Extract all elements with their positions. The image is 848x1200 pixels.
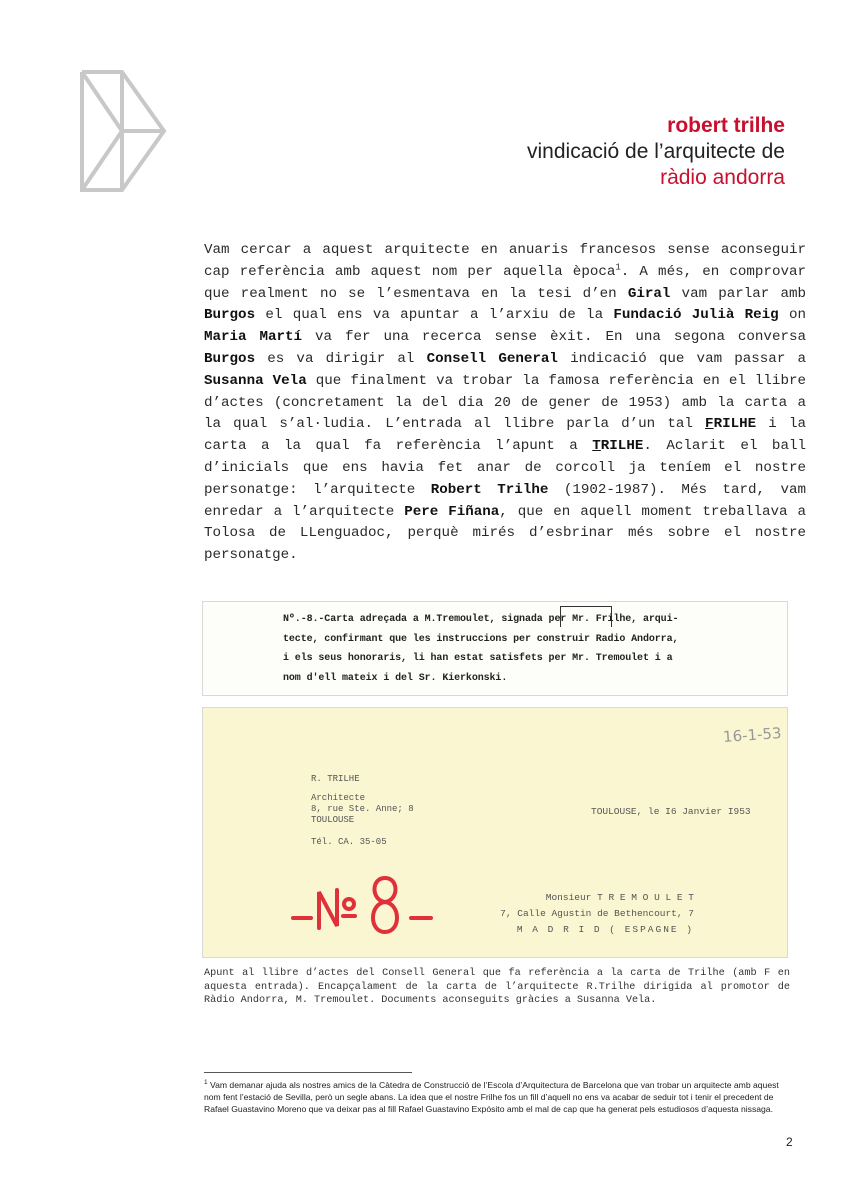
recipient-block: Monsieur T R E M O U L E T 7, Calle Agustin de Bethencourt, 7 M A D R I D ( ESPAGNE ) xyxy=(500,892,694,935)
page-header xyxy=(527,113,785,191)
footnote xyxy=(204,1079,796,1116)
page-number: 2 xyxy=(786,1135,793,1149)
publisher-logo xyxy=(78,68,168,194)
sender-block: R. TRILHE Architecte 8, rue Ste. Anne; 8 TOULOUSE Tél. CA. 35-05 xyxy=(311,774,414,847)
footnote-text: Vam demanar ajuda als nostres amics de la Càtedra de Construcció de l’Escola d’Arquitectura de Barcelona que van trobar un arquitecte amb aquest nom fent l’estació de Sevilla, però un segle abans. La idea que el nostre Frilhe fos un fill d’aquell no ens va acabar de seduir tot i tenir el precedent de Rafael Guastavino Moreno que va deixar pas al fill Rafael Guastavino Expósito amb el mal de cap que ha generat pels estudiosos d’aquesta nissaga. xyxy=(204,1080,779,1115)
body-paragraph: Vam cercar a aquest arquitecte en anuaris francesos sense aconseguir cap referència amb aquest nom per aquella època$^1$. A més, en comprovar que realment no se l’esmentava en la tesi d’en Giral vam parlar amb Burgos el qual ens va apuntar a l’arxiu de la Fundació Julià Reig on Maria Martí va fer una recerca sense èxit. En una segona conversa Burgos es va dirigir al Consell General indicació que vam passar a Susanna Vela que finalment va trobar la famosa referència en el llibre d’actes (concretament la del dia 20 de gener de 1953) amb la carta a la qual s’al·ludia. L’entrada al llibre parla d’un tal FRILHE i la carta a la qual fa referència l’apunt a TRILHE. Aclarit el ball d’inicials que ens havia fet anar de corcoll ja teníem el nostre personatge: l’arquitecte Robert Trilhe (1902-1987). Més tard, vam enredar a l’arquitecte Pere Fiñana, que en aquell moment treballava a Tolosa de LLenguadoc, perquè mirés d’esbrinar més sobre el nostre personatge. xyxy=(204,242,807,564)
figure-caption: Apunt al llibre d’actes del Consell General que fa referència a la carta de Trilhe (amb F en aquesta entrada). Encapçalament de la carta de l’arquitecte R.Trilhe dirigida al promotor de Ràdio Andorra, M. Tremoulet. Documents aconseguits gràcies a Susanna Vela. xyxy=(204,968,790,1007)
minute-book-text: Nº.-8.-Carta adreçada a M.Tremoulet, signada per Mr. Frilhe, arqui- tecte, confirmant que les instruccions per construir Radio Andorra, i els seus honoraris, li han estat satisfets per Mr. Tremoulet i a nom d'ell mateix i del Sr. Kierkonski. xyxy=(283,614,679,684)
letter-dateline: TOULOUSE, le I6 Janvier I953 xyxy=(591,806,751,817)
handwritten-date: 16-1-53 xyxy=(722,723,783,747)
red-number-mark xyxy=(289,870,449,940)
header-subtitle-line1: vindicació de l’arquitecte de xyxy=(527,140,785,163)
header-name: robert trilhe xyxy=(667,114,785,137)
footnote-mark: 1 xyxy=(204,1079,208,1087)
footnote-separator xyxy=(204,1072,412,1073)
header-subtitle-line2: ràdio andorra xyxy=(660,166,785,189)
stamp-number-text: N° 8 xyxy=(289,870,291,871)
footnote-reference[interactable]: 1 xyxy=(615,262,621,273)
minute-book-excerpt xyxy=(202,601,788,696)
letter-heading-scan xyxy=(202,707,788,958)
